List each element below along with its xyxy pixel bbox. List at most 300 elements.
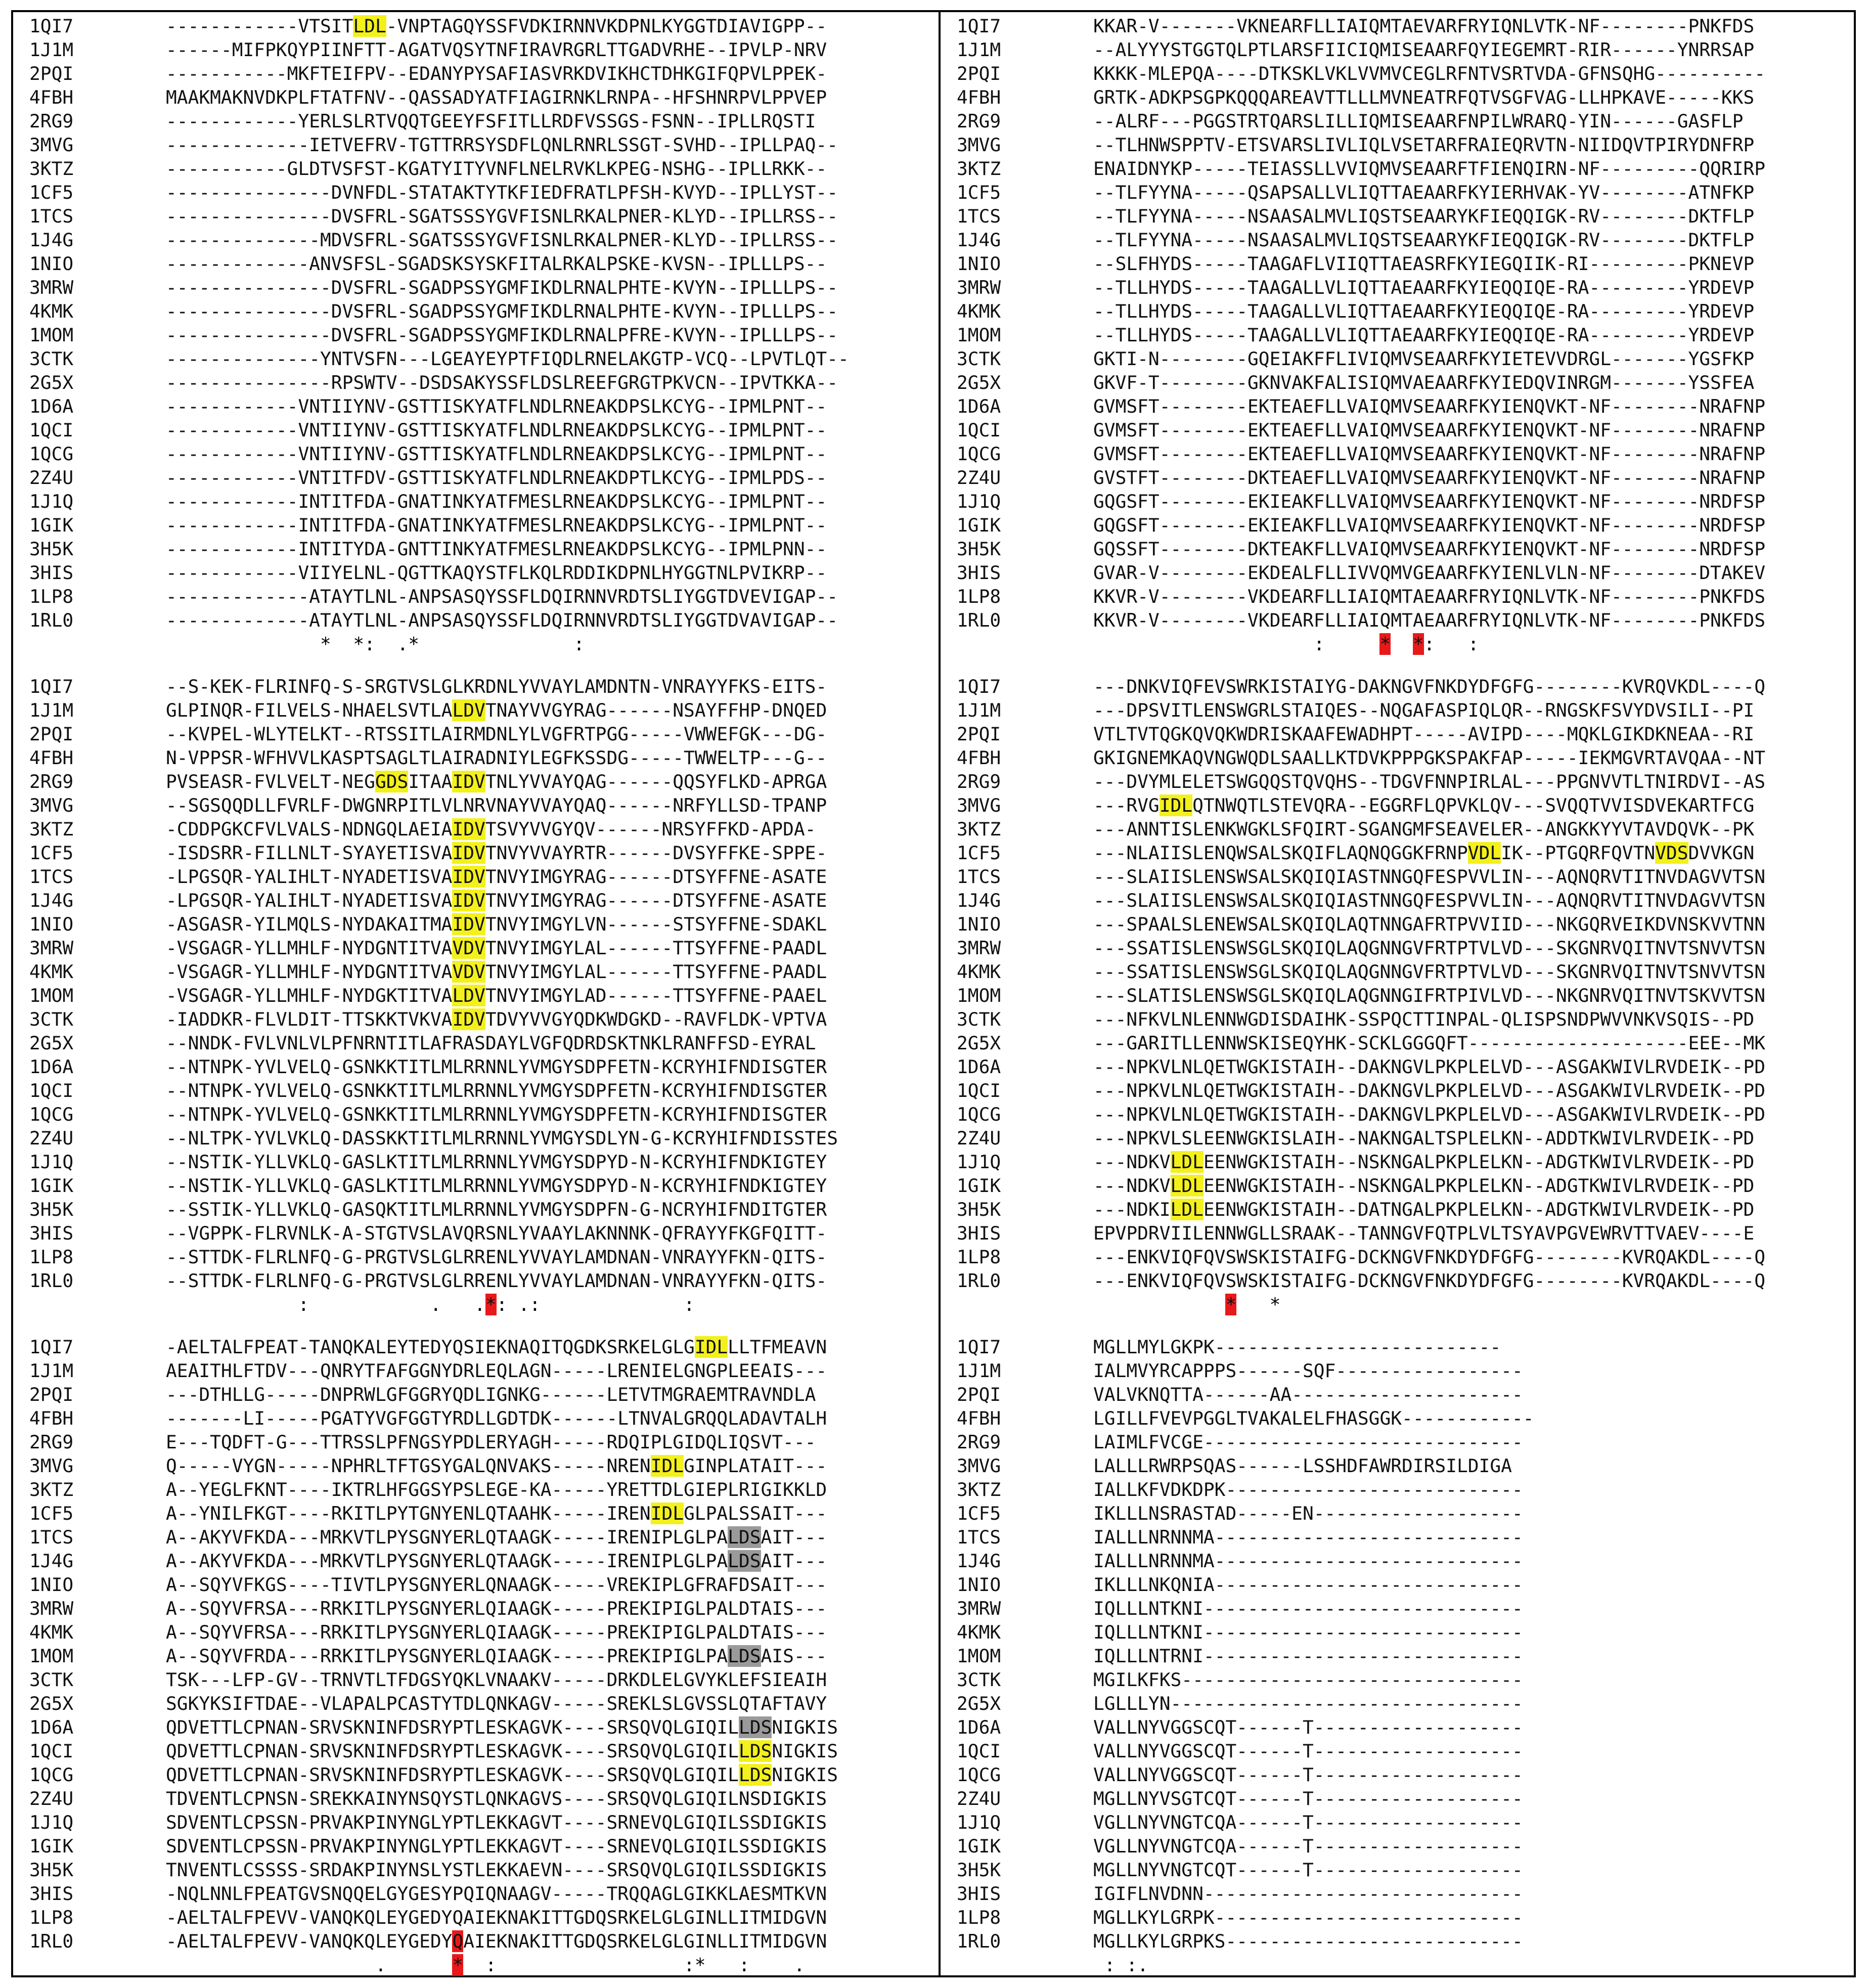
pdb-id-label: 1NIO xyxy=(957,913,1001,935)
aligned-sequence: -VSGAGR-YLLMHLF-NYDGKTITVALDVTNVYIMGYLAD------TTSYFFNE-PAAEL xyxy=(166,985,827,1006)
pdb-id-label: 2G5X xyxy=(29,1032,74,1054)
pdb-id-label: 2RG9 xyxy=(29,771,74,792)
motif-highlight: IDV xyxy=(452,890,485,911)
aligned-sequence: IKLLLNKQNIA---------------------------- xyxy=(1093,1574,1523,1596)
aligned-sequence: ------------INTITFDA-GNATINKYATFMESLRNEAKDPSLKCYG--IPMLPNT-- xyxy=(166,491,827,512)
pdb-id-label: 3MVG xyxy=(29,1455,74,1477)
aligned-sequence: A--AKYVFKDA---MRKVTLPYSGNYERLQTAAGK-----IRENIPLGLPALDSAIT--- xyxy=(166,1526,827,1548)
motif-highlight: LDV xyxy=(452,699,485,721)
pdb-id-label: 1QI7 xyxy=(957,676,1001,697)
pdb-id-label: 3HIS xyxy=(957,1883,1001,1905)
pdb-id-label: 1J1M xyxy=(29,1360,74,1382)
motif-highlight: LDS xyxy=(738,1764,772,1786)
aligned-sequence: --NTNPK-YVLVELQ-GSNKKTITLMLRRNNLYVMGYSDPFETN-KCRYHIFNDISGTER xyxy=(166,1080,827,1101)
pdb-id-label: 3MVG xyxy=(957,794,1001,816)
pdb-id-label: 4FBH xyxy=(29,1407,74,1429)
aligned-sequence: GVSTFT--------DKTEAEFLLVAIQMVSEAARFKYIENQVKT-NF--------NRAFNP xyxy=(1093,467,1765,489)
pdb-id-label: 3KTZ xyxy=(29,818,74,840)
aligned-sequence: A--YEGLFKNT----IKTRLHFGGSYPSLEGE-KA-----YRETTDLGIEPLRIGIKKLD xyxy=(166,1479,827,1500)
pdb-id-label: 4KMK xyxy=(957,961,1001,983)
aligned-sequence: ---NPKVLNLQETWGKISTAIH--DAKNGVLPKPLELVD---ASGAKWIVLRVDEIK--PD xyxy=(1093,1103,1765,1125)
aligned-sequence: KKVR-V--------VKDEARFLLIAIQMTAEAARFRYIQNLVTK-NF--------PNKFDS xyxy=(1093,586,1765,607)
column-divider xyxy=(939,10,941,1977)
aligned-sequence: --NTNPK-YVLVELQ-GSNKKTITLMLRRNNLYVMGYSDPFETN-KCRYHIFNDISGTER xyxy=(166,1056,827,1078)
motif-highlight: IDV xyxy=(452,842,485,864)
pdb-id-label: 1J1Q xyxy=(29,1812,74,1833)
aligned-sequence: TNVENTLCSSSS-SRDAKPINYNSLYSTLEKKAEVN----SRSQVQLGIQILSSDIGKIS xyxy=(166,1859,827,1881)
aligned-sequence: --SLFHYDS-----TAAGAFLVIIQTTAEASRFKYIEGQIIK-RI---------PKNEVP xyxy=(1093,253,1755,275)
aligned-sequence: IALLLNRNNMA---------------------------- xyxy=(1093,1550,1523,1572)
aligned-sequence: --STTDK-FLRLNFQ-G-PRGTVSLGLRRENLYVVAYLAMDNAN-VNRAYYFKN-QITS- xyxy=(166,1246,827,1268)
pdb-id-label: 3MVG xyxy=(29,794,74,816)
pdb-id-label: 2G5X xyxy=(957,372,1001,393)
aligned-sequence: VGLLNYVNGTCQA------T------------------- xyxy=(1093,1835,1523,1857)
pdb-id-label: 3HIS xyxy=(29,1883,74,1905)
pdb-id-label: 2G5X xyxy=(957,1032,1001,1054)
pdb-id-label: 3CTK xyxy=(957,1669,1001,1691)
pdb-id-label: 2Z4U xyxy=(957,1127,1001,1149)
aligned-sequence: N-VPPSR-WFHVVLKASPTSAGLTLAIRADNIYLEGFKSSDG-----TWWELTP---G-- xyxy=(166,747,827,769)
aligned-sequence: IQLLLNTKNI----------------------------- xyxy=(1093,1598,1523,1619)
pdb-id-label: 1CF5 xyxy=(957,842,1001,864)
motif-highlight: IDL xyxy=(650,1503,684,1524)
aligned-sequence: GKIGNEMKAQVNGWQDLSAALLKTDVKPPPGKSPAKFAP-----IEKMGVRTAVQAA--NT xyxy=(1093,747,1765,769)
aligned-sequence: -NQLNNLFPEATGVSNQQELGYGESYPQIQNAAGV-----TRQQAGLGIKKLAESMTKVN xyxy=(166,1883,827,1905)
pdb-id-label: 1TCS xyxy=(29,1526,74,1548)
aligned-sequence: IQLLLNTKNI----------------------------- xyxy=(1093,1621,1523,1643)
aligned-sequence: --------------YNTVSFN---LGEAYEYPTFIQDLRNELAKGTP-VCQ--LPVTLQT-- xyxy=(166,348,849,370)
aligned-sequence: --ALYYYSTGGTQLPTLARSFIICIQMISEAARFQYIEGEMRT-RIR------YNRRSAP xyxy=(1093,39,1755,61)
pdb-id-label: 3H5K xyxy=(29,538,74,560)
aligned-sequence: ------------INTITYDA-GNTTINKYATFMESLRNEAKDPSLKCYG--IPMLPNN-- xyxy=(166,538,827,560)
pdb-id-label: 1LP8 xyxy=(29,1246,74,1268)
conservation-symbols: . * : :* : . xyxy=(166,1954,805,1976)
aligned-sequence: ------------VNTIIYNV-GSTTISKYATFLNDLRNEAKDPSLKCYG--IPMLPNT-- xyxy=(166,395,827,417)
pdb-id-label: 1GIK xyxy=(29,1175,74,1197)
aligned-sequence: --KVPEL-WLYTELKT--RTSSITLAIRMDNLYLVGFRTPGG-----VWWEFGK---DG- xyxy=(166,723,827,745)
aligned-sequence: KKVR-V--------VKDEARFLLIAIQMTAEAARFRYIQNLVTK-NF--------PNKFDS xyxy=(1093,609,1765,631)
aligned-sequence: --VGPPK-FLRVNLK-A-STGTVSLAVQRSNLYVAAYLAKNNNK-QFRAYYFKGFQITT- xyxy=(166,1222,827,1244)
pdb-id-label: 3HIS xyxy=(957,1222,1001,1244)
motif-highlight: VDV xyxy=(452,961,485,983)
motif-highlight: IDV xyxy=(452,913,485,935)
pdb-id-label: 2RG9 xyxy=(957,110,1001,132)
pdb-id-label: 3MRW xyxy=(957,937,1001,959)
pdb-id-label: 1QI7 xyxy=(29,1336,74,1358)
pdb-id-label: 3MVG xyxy=(29,134,74,156)
motif-highlight-gray: LDS xyxy=(738,1716,772,1738)
pdb-id-label: 1CF5 xyxy=(29,842,74,864)
pdb-id-label: 1RL0 xyxy=(957,1270,1001,1292)
aligned-sequence: --TLHNWSPPTV-ETSVARSLIVLIQLVSETARFRAIEQRVTN-NIIDQVTPIRYDNFRP xyxy=(1093,134,1755,156)
aligned-sequence: ------------YERLSLRTVQQTGEEYFSFITLLRDFVSSGS-FSNN--IPLLRQSTI xyxy=(166,110,816,132)
pdb-id-label: 2RG9 xyxy=(29,110,74,132)
pdb-id-label: 1J1M xyxy=(29,39,74,61)
aligned-sequence: GQSSFT--------DKTEAKFLLVAIQMVSEAARFKYIENQVKT-NF--------NRDFSP xyxy=(1093,538,1765,560)
pdb-id-label: 2PQI xyxy=(957,723,1001,745)
aligned-sequence: A--SQYVFRDA---RRKITLPYSGNYERLQIAAGK-----PREKIPIGLPALDSAIS--- xyxy=(166,1645,827,1667)
aligned-sequence: Q-----VYGN-----NPHRLTFTGSYGALQNVAKS-----NRENIDLGINPLATAIT--- xyxy=(166,1455,827,1477)
aligned-sequence: --TLFYYNA-----NSAASALMVLIQSTSEAARYKFIEQQIGK-RV--------DKTFLP xyxy=(1093,229,1755,251)
aligned-sequence: ---NLAIISLENQWSALSKQIFLAQNQGGKFRNPVDLIK--PTGQRFQVTNVDSDVVKGN xyxy=(1093,842,1755,864)
pdb-id-label: 1QCI xyxy=(29,1080,74,1101)
conservation-symbols: * *: .* : xyxy=(166,633,585,655)
pdb-id-label: 1GIK xyxy=(957,514,1001,536)
aligned-sequence: QDVETTLCPNAN-SRVSKNINFDSRYPTLESKAGVK----SRSQVQLGIQILLDSNIGKIS xyxy=(166,1764,838,1786)
aligned-sequence: ---NDKILDLEENWGKISTAIH--DATNGALPKPLELKN--ADGTKWIVLRVDEIK--PD xyxy=(1093,1199,1755,1220)
conserved-marker-red: * xyxy=(485,1294,497,1315)
aligned-sequence: QDVETTLCPNAN-SRVSKNINFDSRYPTLESKAGVK----SRSQVQLGIQILLDSNIGKIS xyxy=(166,1716,838,1738)
aligned-sequence: GKVF-T--------GKNVAKFALISIQMVAEAARFKYIEDQVINRGM-------YSSFEA xyxy=(1093,372,1755,393)
pdb-id-label: 2RG9 xyxy=(957,1431,1001,1453)
pdb-id-label: 1MOM xyxy=(957,1645,1001,1667)
pdb-id-label: 1J4G xyxy=(957,229,1001,251)
aligned-sequence: ---NFKVLNLENNWGDISDAIHK-SSPQCTTINPAL-QLISPSNDPWVVNKVSQIS--PD xyxy=(1093,1008,1755,1030)
pdb-id-label: 1CF5 xyxy=(29,182,74,203)
pdb-id-label: 4FBH xyxy=(957,1407,1001,1429)
aligned-sequence: IQLLLNTRNI----------------------------- xyxy=(1093,1645,1523,1667)
conserved-marker-red: * xyxy=(1225,1294,1237,1315)
aligned-sequence: -----------MKFTEIFPV--EDANYPYSAFIASVRKDVIKHCTDHKGIFQPVLPPEK- xyxy=(166,63,827,84)
conservation-symbols: * * xyxy=(1225,1294,1281,1315)
pdb-id-label: 1J4G xyxy=(957,1550,1001,1572)
aligned-sequence: ---NPKVLNLQETWGKISTAIH--DAKNGVLPKPLELVD---ASGAKWIVLRVDEIK--PD xyxy=(1093,1056,1765,1078)
pdb-id-label: 1GIK xyxy=(957,1175,1001,1197)
pdb-id-label: 1CF5 xyxy=(957,182,1001,203)
pdb-id-label: 3CTK xyxy=(957,348,1001,370)
pdb-id-label: 2PQI xyxy=(29,1384,74,1405)
conservation-symbols: : . .*: .: : xyxy=(166,1294,695,1315)
aligned-sequence: -ASGASR-YILMQLS-NYDAKAITMAIDVTNVYIMGYLVN------STSYFFNE-SDAKL xyxy=(166,913,827,935)
aligned-sequence: MGLLNYVSGTCQT------T------------------- xyxy=(1093,1788,1523,1809)
aligned-sequence: --TLLHYDS-----TAAGALLVLIQTTAEAARFKYIEQQIQE-RA---------YRDEVP xyxy=(1093,324,1755,346)
aligned-sequence: PVSEASR-FVLVELT-NEGGDSITAAIDVTNLYVVAYQAG------QQSYFLKD-APRGA xyxy=(166,771,827,792)
pdb-id-label: 3MVG xyxy=(957,134,1001,156)
pdb-id-label: 1J1Q xyxy=(29,491,74,512)
aligned-sequence: ENAIDNYKP-----TEIASSLLVVIQMVSEAARFTFIENQIRN-NF---------QQRIRP xyxy=(1093,158,1765,180)
motif-highlight: VDL xyxy=(1467,842,1501,864)
aligned-sequence: ------------INTITFDA-GNATINKYATFMESLRNEAKDPSLKCYG--IPMLPNT-- xyxy=(166,514,827,536)
pdb-id-label: 1J4G xyxy=(957,890,1001,911)
motif-highlight: LDS xyxy=(738,1740,772,1762)
aligned-sequence: --S-KEK-FLRINFQ-S-SRGTVSLGLKRDNLYVVAYLAMDNTN-VNRAYYFKS-EITS- xyxy=(166,676,827,697)
pdb-id-label: 1MOM xyxy=(957,985,1001,1006)
aligned-sequence: MGLLKYLGRPK---------------------------- xyxy=(1093,1907,1523,1928)
pdb-id-label: 2G5X xyxy=(29,372,74,393)
motif-highlight: LDL xyxy=(1170,1199,1204,1220)
aligned-sequence: EPVPDRVIILENNWGLLSRAAK--TANNGVFQTPLVLTSYAVPGVEWRVTTVAEV----E xyxy=(1093,1222,1755,1244)
pdb-id-label: 1TCS xyxy=(957,866,1001,888)
conservation-symbols: : :. xyxy=(1093,1954,1148,1976)
motif-highlight: GDS xyxy=(375,771,409,792)
aligned-sequence: ---------------RPSWTV--DSDSAKYSSFLDSLREEFGRGTPKVCN--IPVTKKA-- xyxy=(166,372,838,393)
aligned-sequence: --SSTIK-YLLVKLQ-GASQKTITLMLRRNNLYVMGYSDPFN-G-NCRYHIFNDITGTER xyxy=(166,1199,827,1220)
aligned-sequence: A--SQYVFRSA---RRKITLPYSGNYERLQIAAGK-----PREKIPIGLPALDTAIS--- xyxy=(166,1621,827,1643)
aligned-sequence: ------------VNTIIYNV-GSTTISKYATFLNDLRNEAKDPSLKCYG--IPMLPNT-- xyxy=(166,419,827,441)
pdb-id-label: 1NIO xyxy=(957,253,1001,275)
pdb-id-label: 3KTZ xyxy=(29,158,74,180)
aligned-sequence: --TLLHYDS-----TAAGALLVLIQTTAEAARFKYIEQQIQE-RA---------YRDEVP xyxy=(1093,300,1755,322)
aligned-sequence: --STTDK-FLRLNFQ-G-PRGTVSLGLRRENLYVVAYLAMDNAN-VNRAYYFKN-QITS- xyxy=(166,1270,827,1292)
aligned-sequence: A--SQYVFRSA---RRKITLPYSGNYERLQIAAGK-----PREKIPIGLPALDTAIS--- xyxy=(166,1598,827,1619)
pdb-id-label: 2G5X xyxy=(29,1693,74,1714)
pdb-id-label: 2PQI xyxy=(29,723,74,745)
aligned-sequence: IGIFLNVDNN----------------------------- xyxy=(1093,1883,1523,1905)
aligned-sequence: MAAKMAKNVDKPLFTATFNV--QASSADYATFIAGIRNKLRNPA--HFSHNRPVLPPVEP xyxy=(166,86,827,108)
aligned-sequence: -------LI-----PGATYVGFGGTYRDLLGDTDK------LTNVALGRQQLADAVTALH xyxy=(166,1407,827,1429)
motif-highlight-gray: LDS xyxy=(728,1645,761,1667)
pdb-id-label: 1QCI xyxy=(29,419,74,441)
aligned-sequence: ---DNKVIQFEVSWRKISTAIYG-DAKNGVFNKDYDFGFG--------KVRQVKDL----Q xyxy=(1093,676,1765,697)
aligned-sequence: LALLLRWRPSQAS------LSSHDFAWRDIRSILDIGA xyxy=(1093,1455,1512,1477)
aligned-sequence: TSK---LFP-GV--TRNVTLTFDGSYQKLVNAAKV-----DRKDLELGVYKLEFSIEAIH xyxy=(166,1669,827,1691)
aligned-sequence: -------------ATAYTLNL-ANPSASQYSSFLDQIRNNVRDTSLIYGGTDVEVIGAP-- xyxy=(166,586,838,607)
aligned-sequence: GVMSFT--------EKTEAEFLLVAIQMVSEAARFKYIENQVKT-NF--------NRAFNP xyxy=(1093,419,1765,441)
motif-highlight: LDL xyxy=(353,15,386,37)
pdb-id-label: 3MRW xyxy=(29,937,74,959)
pdb-id-label: 1QCG xyxy=(29,443,74,465)
pdb-id-label: 1NIO xyxy=(29,913,74,935)
pdb-id-label: 1NIO xyxy=(29,1574,74,1596)
aligned-sequence: ------------VNTIIYNV-GSTTISKYATFLNDLRNEAKDPSLKCYG--IPMLPNT-- xyxy=(166,443,827,465)
pdb-id-label: 4FBH xyxy=(957,747,1001,769)
motif-highlight: VDS xyxy=(1655,842,1688,864)
pdb-id-label: 4FBH xyxy=(957,86,1001,108)
pdb-id-label: 2Z4U xyxy=(29,1127,74,1149)
aligned-sequence: ---DVYMLELETSWGQQSTQVQHS--TDGVFNNPIRLAL---PPGNVVTLTNIRDVI--AS xyxy=(1093,771,1765,792)
pdb-id-label: 1MOM xyxy=(29,1645,74,1667)
aligned-sequence: --ALRF---PGGSTRTQARSLILLIQMISEAARFNPILWRARQ-YIN------GASFLP xyxy=(1093,110,1744,132)
aligned-sequence: KKAR-V-------VKNEARFLLIAIQMTAEVARFRYIQNLVTK-NF--------PNKFDS xyxy=(1093,15,1755,37)
aligned-sequence: GQGSFT--------EKIEAKFLLVAIQMVSEAARFKYIENQVKT-NF--------NRDFSP xyxy=(1093,491,1765,512)
aligned-sequence: ---NDKVLDLEENWGKISTAIH--NSKNGALPKPLELKN--ADGTKWIVLRVDEIK--PD xyxy=(1093,1175,1755,1197)
pdb-id-label: 1QCG xyxy=(957,1103,1001,1125)
pdb-id-label: 1GIK xyxy=(29,514,74,536)
aligned-sequence: ---NPKVLSLEENWGKISLAIH--NAKNGALTSPLELKN--ADDTKWIVLRVDEIK--PD xyxy=(1093,1127,1755,1149)
pdb-id-label: 1QI7 xyxy=(29,676,74,697)
conserved-marker-red: * xyxy=(1379,633,1391,655)
pdb-id-label: 1CF5 xyxy=(957,1503,1001,1524)
pdb-id-label: 4KMK xyxy=(957,300,1001,322)
pdb-id-label: 3HIS xyxy=(29,562,74,584)
pdb-id-label: 1D6A xyxy=(29,1716,74,1738)
aligned-sequence: --NSTIK-YLLVKLQ-GASLKTITLMLRRNNLYVMGYSDPYD-N-KCRYHIFNDKIGTEY xyxy=(166,1175,827,1197)
motif-highlight-gray: LDS xyxy=(728,1550,761,1572)
pdb-id-label: 2PQI xyxy=(29,63,74,84)
aligned-sequence: ------------VTSITLDL-VNPTAGQYSSFVDKIRNNVKDPNLKYGGTDIAVIGPP-- xyxy=(166,15,827,37)
pdb-id-label: 4KMK xyxy=(957,1621,1001,1643)
aligned-sequence: ---NDKVLDLEENWGKISTAIH--NSKNGALPKPLELKN--ADGTKWIVLRVDEIK--PD xyxy=(1093,1151,1755,1173)
motif-highlight: IDV xyxy=(452,818,485,840)
aligned-sequence: A--AKYVFKDA---MRKVTLPYSGNYERLQTAAGK-----IRENIPLGLPALDSAIT--- xyxy=(166,1550,827,1572)
aligned-sequence: GVMSFT--------EKTEAEFLLVAIQMVSEAARFKYIENQVKT-NF--------NRAFNP xyxy=(1093,395,1765,417)
aligned-sequence: GVMSFT--------EKTEAEFLLVAIQMVSEAARFKYIENQVKT-NF--------NRAFNP xyxy=(1093,443,1765,465)
pdb-id-label: 1D6A xyxy=(29,395,74,417)
aligned-sequence: ------------VNTITFDV-GSTTISKYATFLNDLRNEAKDPTLKCYG--IPMLPDS-- xyxy=(166,467,827,489)
aligned-sequence: ---SLAIISLENSWSALSKQIQIASTNNGQFESPVVLIN---AQNQRVTITNVDAGVVTSN xyxy=(1093,866,1765,888)
motif-highlight: IDV xyxy=(452,771,485,792)
pdb-id-label: 1RL0 xyxy=(29,1930,74,1952)
pdb-id-label: 3CTK xyxy=(29,1669,74,1691)
motif-highlight: IDL xyxy=(1159,794,1193,816)
pdb-id-label: 1MOM xyxy=(29,324,74,346)
pdb-id-label: 1QI7 xyxy=(957,15,1001,37)
motif-highlight-gray: LDS xyxy=(728,1526,761,1548)
aligned-sequence: MGLLMYLGKPK-------------------------- xyxy=(1093,1336,1501,1358)
pdb-id-label: 1LP8 xyxy=(957,586,1001,607)
aligned-sequence: ------------VIIYELNL-QGTTKAQYSTFLKQLRDDIKDPNLHYGGTNLPVIKRP-- xyxy=(166,562,827,584)
pdb-id-label: 1QI7 xyxy=(957,1336,1001,1358)
motif-highlight: LDV xyxy=(452,985,485,1006)
aligned-sequence: ---------------DVNFDL-STATAKTYTKFIEDFRATLPFSH-KVYD--IPLLYST-- xyxy=(166,182,838,203)
pdb-id-label: 1NIO xyxy=(957,1574,1001,1596)
aligned-sequence: ---ENKVIQFQVSWSKISTAIFG-DCKNGVFNKDYDFGFG--------KVRQAKDL----Q xyxy=(1093,1246,1765,1268)
aligned-sequence: ---------------DVSFRL-SGATSSSYGVFISNLRKALPNER-KLYD--IPLLRSS-- xyxy=(166,205,838,227)
aligned-sequence: TDVENTLCPNSN-SREKKAINYNSQYSTLQNKAGVS----SRSQVQLGIQILNSDIGKIS xyxy=(166,1788,827,1809)
aligned-sequence: -VSGAGR-YLLMHLF-NYDGNTITVAVDVTNVYIMGYLAL------TTSYFFNE-PAADL xyxy=(166,961,827,983)
aligned-sequence: KKKK-MLEPQA----DTKSKLVKLVVMVCEGLRFNTVSRTVDA-GFNSQHG---------- xyxy=(1093,63,1765,84)
pdb-id-label: 3CTK xyxy=(957,1008,1001,1030)
aligned-sequence: ---SSATISLENSWSGLSKQIQLAQGNNGVFRTPTVLVD---SKGNRVQITNVTSNVVTSN xyxy=(1093,937,1765,959)
aligned-sequence: ---DPSVITLENSWGRLSTAIQES--NQGAFASPIQLQR--RNGSKFSVYDVSILI--PI xyxy=(1093,699,1755,721)
pdb-id-label: 3MRW xyxy=(957,277,1001,298)
pdb-id-label: 1J4G xyxy=(29,229,74,251)
aligned-sequence: SGKYKSIFTDAE--VLAPALPCASTYTDLQNKAGV-----SREKLSLGVSSLQTAFTAVY xyxy=(166,1693,827,1714)
aligned-sequence: VALLNYVGGSCQT------T------------------- xyxy=(1093,1740,1523,1762)
aligned-sequence: MGILKFKS------------------------------- xyxy=(1093,1669,1523,1691)
motif-highlight: IDV xyxy=(452,866,485,888)
conserved-marker-red: Q xyxy=(452,1930,464,1952)
aligned-sequence: -------------ATAYTLNL-ANPSASQYSSFLDQIRNNVRDTSLIYGGTDVAVIGAP-- xyxy=(166,609,838,631)
pdb-id-label: 1D6A xyxy=(957,395,1001,417)
pdb-id-label: 3MRW xyxy=(29,1598,74,1619)
pdb-id-label: 1CF5 xyxy=(29,1503,74,1524)
pdb-id-label: 1RL0 xyxy=(29,1270,74,1292)
pdb-id-label: 1LP8 xyxy=(957,1907,1001,1928)
aligned-sequence: VALVKNQTTA------AA--------------------- xyxy=(1093,1384,1523,1405)
aligned-sequence: -------------ANVSFSL-SGADSKSYSKFITALRKALPSKE-KVSN--IPLLLPS-- xyxy=(166,253,827,275)
pdb-id-label: 1MOM xyxy=(957,324,1001,346)
aligned-sequence: LAIMLFVCGE----------------------------- xyxy=(1093,1431,1523,1453)
aligned-sequence: IALLKFVDKDPK--------------------------- xyxy=(1093,1479,1523,1500)
pdb-id-label: 1QCI xyxy=(29,1740,74,1762)
aligned-sequence: --TLLHYDS-----TAAGALLVLIQTTAEAARFKYIEQQIQE-RA---------YRDEVP xyxy=(1093,277,1755,298)
pdb-id-label: 3H5K xyxy=(957,1199,1001,1220)
pdb-id-label: 3HIS xyxy=(957,562,1001,584)
pdb-id-label: 1J4G xyxy=(29,890,74,911)
aligned-sequence: SDVENTLCPSSN-PRVAKPINYNGLYPTLEKKAGVT----SRNEVQLGIQILSSDIGKIS xyxy=(166,1835,827,1857)
pdb-id-label: 3HIS xyxy=(29,1222,74,1244)
pdb-id-label: 1J1M xyxy=(957,39,1001,61)
pdb-id-label: 2PQI xyxy=(957,1384,1001,1405)
pdb-id-label: 1RL0 xyxy=(957,609,1001,631)
motif-highlight: LDL xyxy=(1170,1175,1204,1197)
aligned-sequence: GQGSFT--------EKIEAKFLLVAIQMVSEAARFKYIENQVKT-NF--------NRDFSP xyxy=(1093,514,1765,536)
pdb-id-label: 1J1M xyxy=(957,699,1001,721)
pdb-id-label: 4KMK xyxy=(29,300,74,322)
pdb-id-label: 1QCI xyxy=(957,1080,1001,1101)
aligned-sequence: -AELTALFPEVV-VANQKQLEYGEDYQAIEKNAKITTGDQSRKELGLGINLLITMIDGVN xyxy=(166,1907,827,1928)
pdb-id-label: 3H5K xyxy=(29,1199,74,1220)
pdb-id-label: 4KMK xyxy=(29,961,74,983)
aligned-sequence: -AELTALFPEAT-TANQKALEYTEDYQSIEKNAQITQGDKSRKELGLGIDLLLTFMEAVN xyxy=(166,1336,827,1358)
pdb-id-label: 4KMK xyxy=(29,1621,74,1643)
aligned-sequence: ---DTHLLG-----DNPRWLGFGGRYQDLIGNKG------LETVTMGRAEMTRAVNDLA xyxy=(166,1384,816,1405)
aligned-sequence: ---------------DVSFRL-SGADPSSYGMFIKDLRNALPFRE-KVYN--IPLLLPS-- xyxy=(166,324,838,346)
motif-highlight: IDL xyxy=(650,1455,684,1477)
pdb-id-label: 1J1Q xyxy=(957,491,1001,512)
pdb-id-label: 3H5K xyxy=(957,1859,1001,1881)
aligned-sequence: --TLFYYNA-----QSAPSALLVLIQTTAEAARFKYIERHVAK-YV--------ATNFKP xyxy=(1093,182,1755,203)
pdb-id-label: 1MOM xyxy=(29,985,74,1006)
aligned-sequence: -CDDPGKCFVLVALS-NDNGQLAEIAIDVTSVYVVGYQV------NRSYFFKD-APDA- xyxy=(166,818,816,840)
aligned-sequence: GRTK-ADKPSGPKQQQAREAVTTLLLMVNEATRFQTVSGFVAG-LLHPKAVE-----KKS xyxy=(1093,86,1755,108)
aligned-sequence: -AELTALFPEVV-VANQKQLEYGEDYQAIEKNAKITTGDQSRKELGLGINLLITMIDGVN xyxy=(166,1930,827,1952)
pdb-id-label: 3MVG xyxy=(957,1455,1001,1477)
motif-highlight: IDL xyxy=(694,1336,728,1358)
aligned-sequence: -----------GLDTVSFST-KGATYITYVNFLNELRVKLKPEG-NSHG--IPLLRKK-- xyxy=(166,158,827,180)
pdb-id-label: 1RL0 xyxy=(29,609,74,631)
aligned-sequence: ---NPKVLNLQETWGKISTAIH--DAKNGVLPKPLELVD---ASGAKWIVLRVDEIK--PD xyxy=(1093,1080,1765,1101)
pdb-id-label: 1J4G xyxy=(29,1550,74,1572)
pdb-id-label: 3KTZ xyxy=(957,1479,1001,1500)
pdb-id-label: 1QCI xyxy=(957,419,1001,441)
pdb-id-label: 1D6A xyxy=(957,1716,1001,1738)
aligned-sequence: GLPINQR-FILVELS-NHAELSVTLALDVTNAYVVGYRAG------NSAYFFHP-DNQED xyxy=(166,699,827,721)
aligned-sequence: ---SLATISLENSWSGLSKQIQLAQGNNGIFRTPIVLVD---NKGNRVQITNVTSKVVTSN xyxy=(1093,985,1765,1006)
aligned-sequence: ---------------DVSFRL-SGADPSSYGMFIKDLRNALPHTE-KVYN--IPLLLPS-- xyxy=(166,277,838,298)
aligned-sequence: VALLNYVGGSCQT------T------------------- xyxy=(1093,1764,1523,1786)
aligned-sequence: -LPGSQR-YALIHLT-NYADETISVAIDVTNVYIMGYRAG------DTSYFFNE-ASATE xyxy=(166,890,827,911)
aligned-sequence: --SGSQQDLLFVRLF-DWGNRPITLVLNRVNAYVVAYQAQ------NRFYLLSD-TPANP xyxy=(166,794,827,816)
pdb-id-label: 2PQI xyxy=(957,63,1001,84)
pdb-id-label: 4FBH xyxy=(29,86,74,108)
aligned-sequence: ---ENKVIQFQVSWSKISTAIFG-DCKNGVFNKDYDFGFG--------KVRQAKDL----Q xyxy=(1093,1270,1765,1292)
aligned-sequence: --NTNPK-YVLVELQ-GSNKKTITLMLRRNNLYVMGYSDPFETN-KCRYHIFNDISGTER xyxy=(166,1103,827,1125)
aligned-sequence: IKLLLNSRASTAD-----EN------------------- xyxy=(1093,1503,1523,1524)
aligned-sequence: -ISDSRR-FILLNLT-SYAYETISVAIDVTNVYVVAYRTR------DVSYFFKE-SPPE- xyxy=(166,842,827,864)
conserved-marker-red: * xyxy=(1412,633,1424,655)
pdb-id-label: 1J1M xyxy=(957,1360,1001,1382)
motif-highlight: IDV xyxy=(452,1008,485,1030)
pdb-id-label: 2G5X xyxy=(957,1693,1001,1714)
pdb-id-label: 1D6A xyxy=(957,1056,1001,1078)
aligned-sequence: ---GARITLLENNWSKISEQYHK-SCKLGGGQFT--------------------EEE--MK xyxy=(1093,1032,1765,1054)
pdb-id-label: 1TCS xyxy=(29,205,74,227)
aligned-sequence: --------------MDVSFRL-SGATSSSYGVFISNLRKALPNER-KLYD--IPLLRSS-- xyxy=(166,229,838,251)
pdb-id-label: 1QCI xyxy=(957,1740,1001,1762)
pdb-id-label: 2Z4U xyxy=(957,467,1001,489)
aligned-sequence: -LPGSQR-YALIHLT-NYADETISVAIDVTNVYIMGYRAG------DTSYFFNE-ASATE xyxy=(166,866,827,888)
aligned-sequence: ---ANNTISLENKWGKLSFQIRT-SGANGMFSEAVELER--ANGKKYYVTAVDQVK--PK xyxy=(1093,818,1755,840)
pdb-id-label: 1LP8 xyxy=(29,1907,74,1928)
pdb-id-label: 1GIK xyxy=(29,1835,74,1857)
aligned-sequence: VALLNYVGGSCQT------T------------------- xyxy=(1093,1716,1523,1738)
aligned-sequence: VTLTVTQGKQVQKWDRISKAAFEWADHPT-----AVIPD----MQKLGIKDKNEAA--RI xyxy=(1093,723,1755,745)
pdb-id-label: 2RG9 xyxy=(957,771,1001,792)
aligned-sequence: VGLLNYVNGTCQA------T------------------- xyxy=(1093,1812,1523,1833)
pdb-id-label: 1QCG xyxy=(957,1764,1001,1786)
aligned-sequence: IALMVYRCAPPPS------SQF----------------- xyxy=(1093,1360,1523,1382)
pdb-id-label: 1D6A xyxy=(29,1056,74,1078)
conserved-marker-red: * xyxy=(452,1954,464,1976)
pdb-id-label: 4FBH xyxy=(29,747,74,769)
pdb-id-label: 3KTZ xyxy=(29,1479,74,1500)
aligned-sequence: ---SSATISLENSWSGLSKQIQLAQGNNGVFRTPTVLVD---SKGNRVQITNVTSNVVTSN xyxy=(1093,961,1765,983)
pdb-id-label: 1J1Q xyxy=(957,1151,1001,1173)
aligned-sequence: LGILLFVEVPGGLTVAKALELFHASGGK------------ xyxy=(1093,1407,1534,1429)
aligned-sequence: IALLLNRNNMA---------------------------- xyxy=(1093,1526,1523,1548)
